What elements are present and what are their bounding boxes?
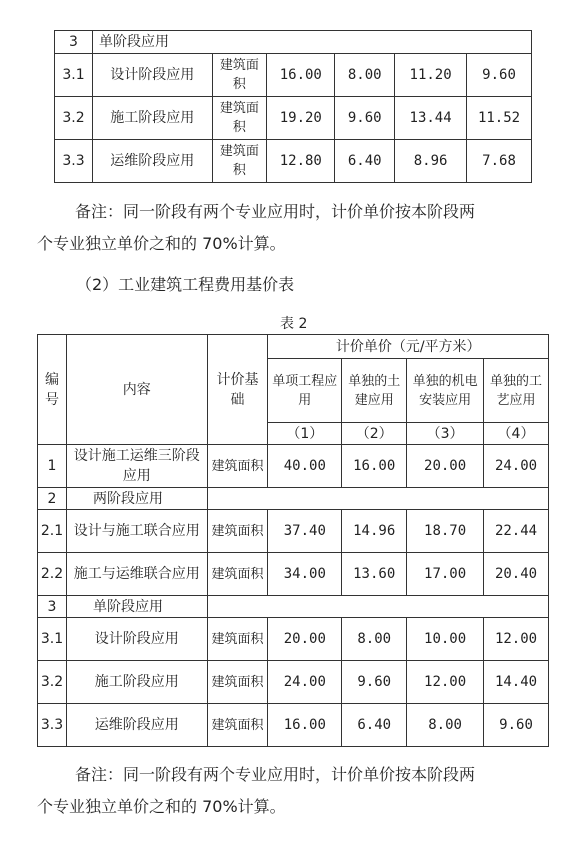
header-col-1: 单项工程应用 [268,359,342,423]
header-col-2: 单独的土建应用 [342,359,407,423]
price-cell: 7.68 [467,140,532,183]
price-cell: 6.40 [342,704,407,747]
row-number: 3 [55,31,93,54]
header-col-3: 单独的机电安装应用 [407,359,484,423]
basis-cell: 建筑面积 [212,97,267,140]
price-cell: 17.00 [407,553,484,596]
table-row [38,596,549,618]
content-cell: 设计阶段应用 [92,54,212,97]
content-cell: 设计与施工联合应用 [66,510,207,553]
note-2 [37,759,557,823]
price-cell: 8.00 [407,704,484,747]
price-cell: 6.40 [335,140,395,183]
header-basis: 计价基础 [207,335,268,445]
table-row [55,97,532,140]
row-number: 3.3 [38,704,67,747]
price-cell: 8.00 [335,54,395,97]
header-index-4: （4） [484,423,549,445]
content-cell: 设计施工运维三阶段应用 [66,445,207,488]
price-cell: 8.00 [342,618,407,661]
basis-cell: 建筑面积 [212,54,267,97]
price-cell: 12.00 [407,661,484,704]
price-cell: 11.20 [395,54,467,97]
note-1 [37,196,557,260]
price-cell: 12.00 [484,618,549,661]
note-2-line-1: 备注：同一阶段有两个专业应用时，计价单价按本阶段两 [75,765,476,784]
group-label: 单阶段应用 [92,31,531,54]
table-row [38,488,549,510]
price-cell: 18.70 [407,510,484,553]
content-cell: 施工阶段应用 [66,661,207,704]
row-number: 3.2 [55,97,93,140]
price-cell: 40.00 [268,445,342,488]
row-number: 3 [38,596,67,618]
table-header-row [38,335,549,359]
price-cell: 24.00 [484,445,549,488]
price-cell: 20.00 [407,445,484,488]
row-number: 3.3 [55,140,93,183]
content-cell: 施工阶段应用 [92,97,212,140]
price-cell: 16.00 [342,445,407,488]
row-number: 1 [38,445,67,488]
price-cell: 16.00 [267,54,335,97]
row-number: 2.1 [38,510,67,553]
fee-table-1 [54,30,532,183]
table-row [55,31,532,54]
row-number: 2 [38,488,67,510]
price-cell: 9.60 [484,704,549,747]
basis-cell: 建筑面积 [207,704,268,747]
table-row [38,618,549,661]
price-cell: 22.44 [484,510,549,553]
table-row [55,140,532,183]
price-cell: 20.00 [268,618,342,661]
table-row [38,510,549,553]
header-unit-price: 计价单价（元/平方米） [268,335,549,359]
row-number: 2.2 [38,553,67,596]
note-1-line-2: 个专业独立单价之和的 70%计算。 [37,234,286,253]
price-cell: 11.52 [467,97,532,140]
header-index-2: （2） [342,423,407,445]
note-2-line-2: 个专业独立单价之和的 70%计算。 [37,797,286,816]
price-cell: 16.00 [268,704,342,747]
content-cell: 施工与运维联合应用 [66,553,207,596]
row-number: 3.1 [38,618,67,661]
price-cell: 9.60 [335,97,395,140]
table-row [38,704,549,747]
basis-cell: 建筑面积 [207,661,268,704]
basis-cell: 建筑面积 [207,445,268,488]
price-cell: 20.40 [484,553,549,596]
row-number: 3.2 [38,661,67,704]
price-cell: 14.96 [342,510,407,553]
price-cell: 14.40 [484,661,549,704]
empty-cell [207,596,548,618]
header-content: 内容 [66,335,207,445]
price-cell: 24.00 [268,661,342,704]
table-row [38,445,549,488]
note-1-line-1: 备注：同一阶段有两个专业应用时，计价单价按本阶段两 [75,202,476,221]
price-cell: 9.60 [467,54,532,97]
table-row [55,54,532,97]
content-cell: 运维阶段应用 [92,140,212,183]
empty-cell [207,488,548,510]
content-cell: 运维阶段应用 [66,704,207,747]
row-number: 3.1 [55,54,93,97]
price-cell: 9.60 [342,661,407,704]
table-caption: 表 2 [280,316,308,332]
section-heading: （2）工业建筑工程费用基价表 [76,275,295,294]
price-cell: 37.40 [268,510,342,553]
header-col-4: 单独的工艺应用 [484,359,549,423]
group-label: 两阶段应用 [66,488,207,510]
basis-cell: 建筑面积 [207,553,268,596]
price-cell: 13.60 [342,553,407,596]
basis-cell: 建筑面积 [207,618,268,661]
table-row [38,661,549,704]
basis-cell: 建筑面积 [212,140,267,183]
header-number: 编号 [38,335,67,445]
basis-cell: 建筑面积 [207,510,268,553]
content-cell: 设计阶段应用 [66,618,207,661]
price-cell: 10.00 [407,618,484,661]
fee-table-2 [37,334,549,747]
price-cell: 13.44 [395,97,467,140]
price-cell: 12.80 [267,140,335,183]
header-index-3: （3） [407,423,484,445]
price-cell: 19.20 [267,97,335,140]
table-row [38,553,549,596]
header-index-1: （1） [268,423,342,445]
group-label: 单阶段应用 [66,596,207,618]
price-cell: 8.96 [395,140,467,183]
price-cell: 34.00 [268,553,342,596]
